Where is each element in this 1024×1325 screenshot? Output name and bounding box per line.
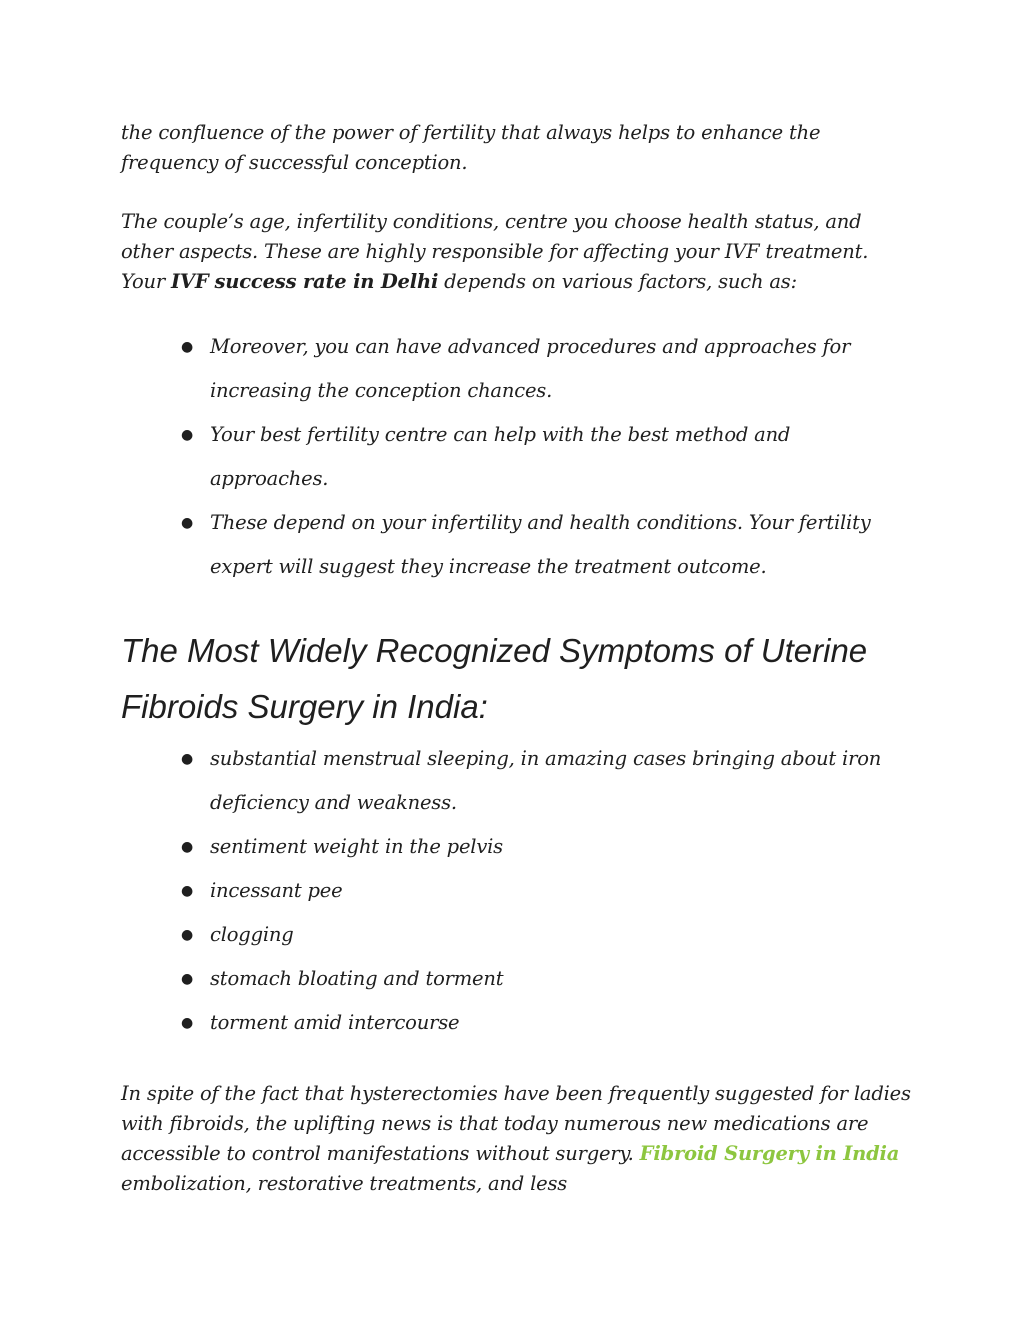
list-item xyxy=(181,501,911,589)
closing-text-before: In spite of the fact that hysterectomies have been frequently suggested for ladies with fibroids, the uplifting news is that today numerous new medications are accessible to control manifestations without surgery. xyxy=(121,1082,911,1165)
list-item xyxy=(181,869,911,913)
intro-paragraph xyxy=(121,118,911,178)
bullet-icon: ● xyxy=(181,427,194,443)
bullet-icon: ● xyxy=(181,1015,194,1031)
list-item-text: Your best fertility centre can help with the best method and approaches. xyxy=(210,423,791,490)
section-heading: The Most Widely Recognized Symptoms of Uterine Fibroids Surgery in India: xyxy=(121,632,868,725)
list-item xyxy=(181,1001,911,1045)
list-item xyxy=(181,737,911,825)
list-item-text: incessant pee xyxy=(210,879,343,902)
list-item-text: clogging xyxy=(210,923,294,946)
list-item-text: sentiment weight in the pelvis xyxy=(210,835,503,858)
ivf-bold-text: IVF xyxy=(171,270,209,293)
bullet-icon: ● xyxy=(181,839,194,855)
closing-paragraph xyxy=(121,1079,911,1199)
factor-list xyxy=(121,325,911,589)
success-rate-bold-text: success rate in Delhi xyxy=(214,270,439,293)
intro-text: the confluence of the power of fertility that always helps to enhance the frequency of successful conception. xyxy=(121,121,821,174)
list-item-text: stomach bloating and torment xyxy=(210,967,504,990)
factors-paragraph xyxy=(121,207,911,297)
list-item-text: These depend on your infertility and health conditions. Your fertility expert will suggest they increase the treatment outcome. xyxy=(210,511,871,578)
bullet-icon: ● xyxy=(181,927,194,943)
fibroid-surgery-link[interactable]: Fibroid Surgery in India xyxy=(639,1142,900,1165)
list-item-text: substantial menstrual sleeping, in amazing cases bringing about iron deficiency and weakness. xyxy=(210,747,882,814)
bullet-icon: ● xyxy=(181,515,194,531)
list-item xyxy=(181,825,911,869)
symptom-list xyxy=(121,737,911,1045)
bullet-icon: ● xyxy=(181,971,194,987)
bullet-icon: ● xyxy=(181,339,194,355)
list-item xyxy=(181,957,911,1001)
bullet-icon: ● xyxy=(181,883,194,899)
document-page xyxy=(121,118,911,1199)
list-item xyxy=(181,325,911,413)
list-item-text: torment amid intercourse xyxy=(210,1011,460,1034)
factors-text-before: The couple’s age, infertility conditions, centre you choose health status, and other aspects. These are highly responsible for affecting your IVF treatment. Your xyxy=(121,210,869,293)
closing-text-after: embolization, restorative treatments, and less xyxy=(121,1172,568,1195)
factors-text-after: depends on various factors, such as: xyxy=(438,270,797,293)
list-item xyxy=(181,413,911,501)
list-item xyxy=(181,913,911,957)
list-item-text: Moreover, you can have advanced procedures and approaches for increasing the conception chances. xyxy=(210,335,851,402)
bullet-icon: ● xyxy=(181,751,194,767)
